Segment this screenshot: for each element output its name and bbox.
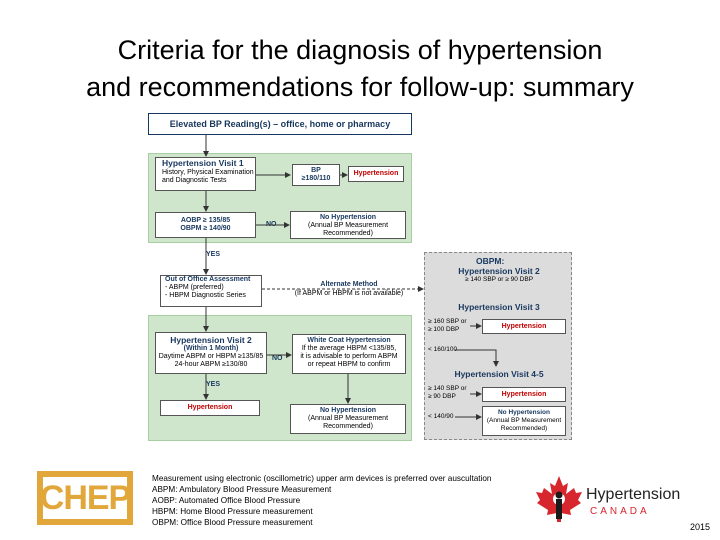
chep-logo: CHEP [37,471,133,525]
white-coat-box: White Coat Hypertension If the average HBPM <135/85, it is advisable to perform ABPM or repeat HBPM to confirm [292,334,406,374]
page-title-line-2: and recommendations for follow-up: summary [86,72,634,102]
visit-2-box: Hypertension Visit 2 (Within 1 Month) Daytime ABPM or HBPM ≥135/85 24-hour ABPM ≥130/80 [155,332,267,374]
elevated-bp-box: Elevated BP Reading(s) – office, home or pharmacy [148,113,412,135]
out-of-office-box: Out of Office Assessment - ABPM (preferred) - HBPM Diagnostic Series [160,275,262,307]
abbreviation-notes [152,473,491,528]
hypertension-box-2: Hypertension [160,400,260,416]
hypertension-box-4: Hypertension [482,387,566,402]
year-label: 2015 [690,522,711,532]
obpm-visit-4-5-header: Hypertension Visit 4-5 [454,369,544,379]
hypertension-box-3: Hypertension [482,319,566,334]
note-line: HBPM: Home Blood Pressure measurement [152,507,313,516]
bp-threshold-box: BP ≥180/110 [292,164,340,186]
hypertension-canada-logo: Hypertension CANADA [534,470,694,528]
note-line: OBPM: Office Blood Pressure measurement [152,518,313,527]
note-line: ABPM: Ambulatory Blood Pressure Measurement [152,485,332,494]
visit-4-5-high-label: ≥ 140 SBP or ≥ 90 DBP [428,385,467,400]
no-hypertension-box-1: No Hypertension (Annual BP Measurement Recommended) [290,211,406,239]
hypertension-box-1: Hypertension [348,166,404,182]
page-title-line-1: Criteria for the diagnosis of hypertension [117,35,603,65]
no-label-1: NO [266,221,277,228]
alternate-method-label: Alternate Method (If ABPM or HBPM is not available) [294,281,404,297]
no-hypertension-box-2: No Hypertension (Annual BP Measurement Recommended) [290,404,406,434]
visit-3-low-label: < 160/100 [428,346,458,353]
no-hypertension-box-3: No Hypertension (Annual BP Measurement Recommended) [482,406,566,436]
no-label-2: NO [272,355,283,362]
note-line: AOBP: Automated Office Blood Pressure [152,496,301,505]
visit-1-box: Hypertension Visit 1 History, Physical Examination and Diagnostic Tests [155,157,256,191]
aobp-box: AOBP ≥ 135/85 OBPM ≥ 140/90 [155,212,256,238]
maple-leaf-icon [534,474,584,524]
obpm-visit-3-header: Hypertension Visit 3 [458,302,540,312]
yes-label-2: YES [206,381,221,388]
obpm-visit-2-header: OBPM: Hypertension Visit 2 ≥ 140 SBP or ≥ 90 DBP [458,256,540,283]
visit-3-high-label: ≥ 160 SBP or ≥ 100 DBP [428,318,467,333]
yes-label-1: YES [206,251,221,258]
note-line: Measurement using electronic (oscillometric) upper arm devices is preferred over auscultation [152,474,492,483]
visit-4-5-low-label: < 140/90 [428,413,454,420]
